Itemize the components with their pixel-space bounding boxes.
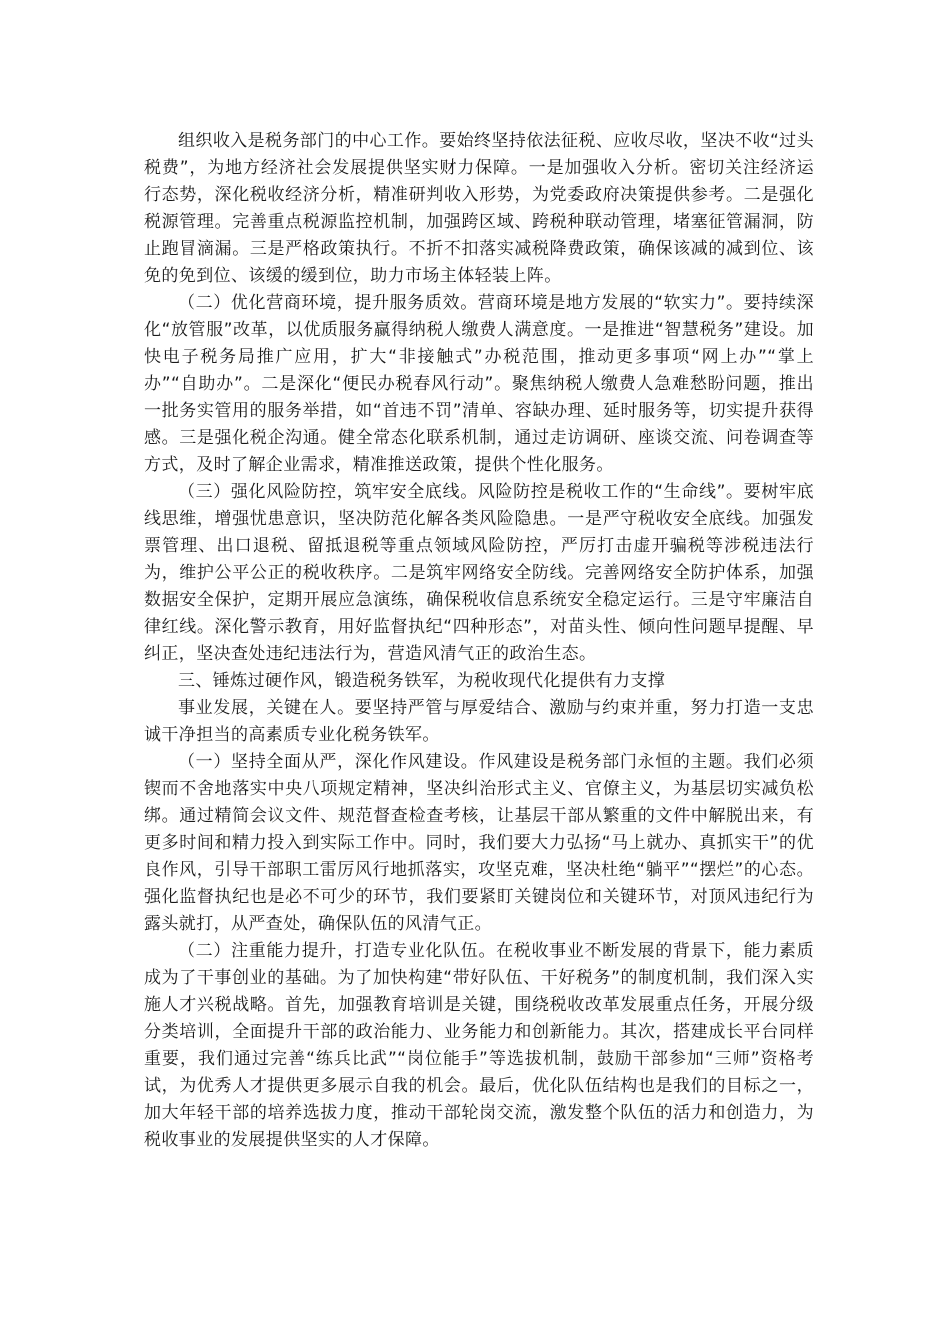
paragraph-section-intro: 事业发展，关键在人。要坚持严管与厚爱结合、激励与约束并重，努力打造一支忠诚干净担当的高素质专业化税务铁军。 [144, 698, 814, 745]
paragraph-revenue: 组织收入是税务部门的中心工作。要始终坚持依法征税、应收尽收，坚决不收“过头税费”，为地方经济社会发展提供坚实财力保障。一是加强收入分析。密切关注经济运行态势，深化税收经济分析，精准研判收入形势，为党委政府决策提供参考。二是强化税源管理。完善重点税源监控机制，加强跨区域、跨税种联动管理，堵塞征管漏洞，防止跑冒滴漏。三是严格政策执行。不折不扣落实减税降费政策，确保该减的减到位、该免的免到位、该缓的缓到位，助力市场主体轻装上阵。 [144, 131, 814, 286]
paragraph-business-environment: （二）优化营商环境，提升服务质效。营商环境是地方发展的“软实力”。要持续深化“放管服”改革，以优质服务赢得纳税人缴费人满意度。一是推进“智慧税务”建设。加快电子税务局推广应用，扩大“非接触式”办税范围，推动更多事项“网上办”“掌上办”“自助办”。二是深化“便民办税春风行动”。聚焦纳税人缴费人急难愁盼问题，推出一批务实管用的服务举措，如“首违不罚”清单、容缺办理、延时服务等，切实提升获得感。三是强化税企沟通。健全常态化联系机制，通过走访调研、座谈交流、问卷调查等方式，及时了解企业需求，精准推送政策，提供个性化服务。 [144, 293, 814, 475]
paragraph-work-style: （一）坚持全面从严，深化作风建设。作风建设是税务部门永恒的主题。我们必须锲而不舍地落实中央八项规定精神，坚决纠治形式主义、官僚主义，为基层切实减负松绑。通过精简会议文件、规范督查检查考核，让基层干部从繁重的文件中解脱出来，有更多时间和精力投入到实际工作中。同时，我们要大力弘扬“马上就办、真抓实干”的优良作风，引导干部职工雷厉风行地抓落实，攻坚克难，坚决杜绝“躺平”“摆烂”的心态。强化监督执纪也是必不可少的环节，我们要紧盯关键岗位和关键环节，对顶风违纪行为露头就打，从严查处，确保队伍的风清气正。 [144, 752, 814, 934]
paragraph-risk-control: （三）强化风险防控，筑牢安全底线。风险防控是税收工作的“生命线”。要树牢底线思维，增强忧患意识，坚决防范化解各类风险隐患。一是严守税收安全底线。加强发票管理、出口退税、留抵退税等重点领域风险防控，严厉打击虚开骗税等涉税违法行为，维护公平公正的税收秩序。二是筑牢网络安全防线。完善网络安全防护体系，加强数据安全保护，定期开展应急演练，确保税收信息系统安全稳定运行。三是守牢廉洁自律红线。深化警示教育，用好监督执纪“四种形态”，对苗头性、倾向性问题早提醒、早纠正，坚决查处违纪违法行为，营造风清气正的政治生态。 [144, 482, 814, 664]
document-body [144, 128, 814, 1154]
section-heading-three: 三、锤炼过硬作风，锻造税务铁军，为税收现代化提供有力支撑 [178, 671, 666, 691]
paragraph-capability: （二）注重能力提升，打造专业化队伍。在税收事业不断发展的背景下，能力素质成为了干事创业的基础。为了加快构建“带好队伍、干好税务”的制度机制，我们深入实施人才兴税战略。首先，加强教育培训是关键，围绕税收改革发展重点任务，开展分级分类培训，全面提升干部的政治能力、业务能力和创新能力。其次，搭建成长平台同样重要，我们通过完善“练兵比武”“岗位能手”等选拔机制，鼓励干部参加“三师”资格考试，为优秀人才提供更多展示自我的机会。最后，优化队伍结构也是我们的目标之一，加大年轻干部的培养选拔力度，推动干部轮岗交流，激发整个队伍的活力和创造力，为税收事业的发展提供坚实的人才保障。 [144, 941, 814, 1150]
